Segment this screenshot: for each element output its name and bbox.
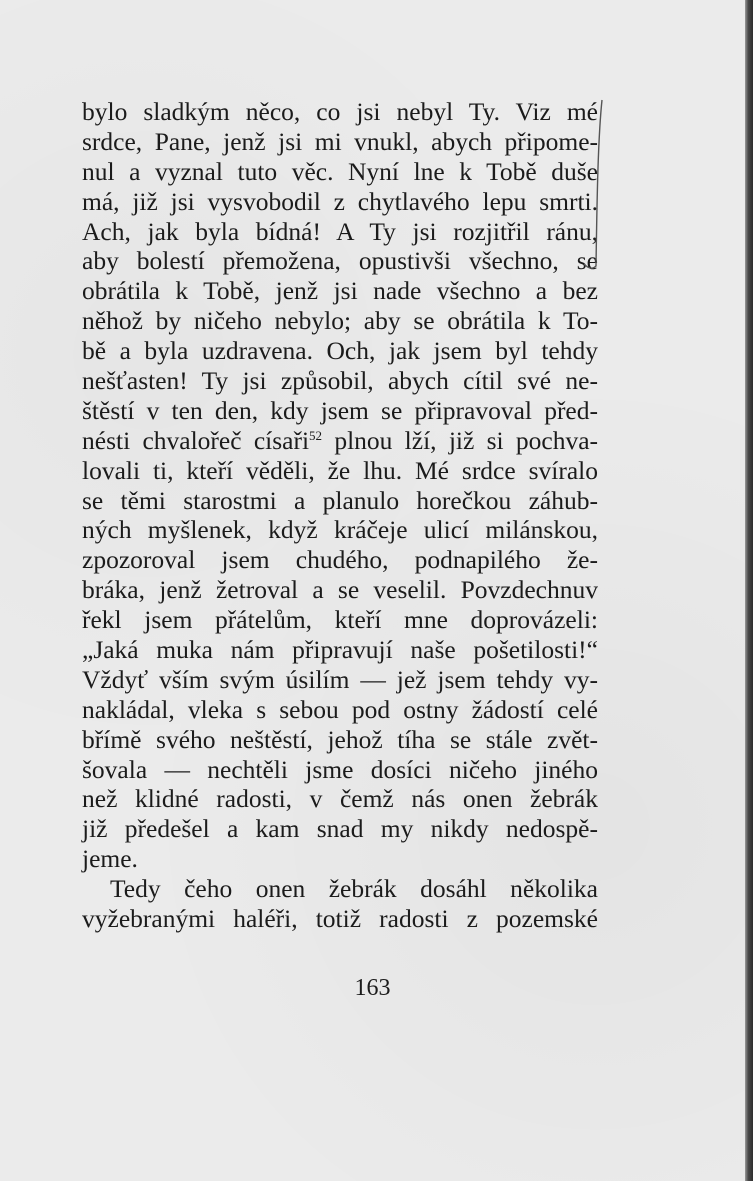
footnote-marker[interactable]: 52 xyxy=(309,427,323,443)
text-segment: plnou lží, již si pochva- xyxy=(322,425,599,455)
page-number: 163 xyxy=(354,975,391,1001)
text-line: řekl jsem přátelům, kteří mne doprovázeli: xyxy=(82,605,598,635)
text-line: nakládal, vleka s sebou pod ostny žádostí celé xyxy=(82,694,598,724)
text-line: nešťasten! Ty jsi způsobil, abych cítil své ne- xyxy=(82,366,598,396)
text-line: břímě svého neštěstí, jehož tíha se stále zvět- xyxy=(82,724,598,754)
text-line: obrátila k Tobě, jenž jsi nade všechno a bez xyxy=(82,276,598,306)
text-segment: nésti chvalořeč císaři xyxy=(82,425,310,455)
text-line: se těmi starostmi a planulo horečkou záhub- xyxy=(82,485,598,515)
scan-edge-shadow xyxy=(745,0,753,1181)
text-line: nul a vyznal tuto věc. Nyní lne k Tobě duše xyxy=(82,156,598,186)
body-text xyxy=(82,97,598,934)
text-line: srdce, Pane, jenž jsi mi vnukl, abych připome- xyxy=(82,126,598,156)
text-line: štěstí v ten den, kdy jsem se připravoval před- xyxy=(82,395,598,425)
text-line: „Jaká muka nám připravují naše pošetilosti!“ xyxy=(82,635,598,665)
text-line: bylo sladkým něco, co jsi nebyl Ty. Viz mé xyxy=(82,97,598,126)
text-line: lovali ti, kteří věděli, že lhu. Mé srdce svíralo xyxy=(82,455,598,485)
text-line: jeme. xyxy=(82,844,138,874)
text-line: než klidné radosti, v čemž nás onen žebrák xyxy=(82,784,598,814)
text-line: má, již jsi vysvobodil z chytlavého lepu smrti. xyxy=(82,186,598,216)
text-line-with-footnote xyxy=(82,426,598,456)
text-line: již předešel a kam snad my nikdy nedospě- xyxy=(82,814,598,844)
text-line: něhož by ničeho nebylo; aby se obrátila k To- xyxy=(82,306,598,336)
text-line: ných myšlenek, když kráčeje ulicí milánskou, xyxy=(82,515,598,545)
text-line: aby bolestí přemožena, opustivši všechno, se xyxy=(82,246,598,276)
text-line: bráka, jenž žetroval a se veselil. Povzdechnuv xyxy=(82,575,598,605)
text-line: šovala — nechtěli jsme dosíci ničeho jiného xyxy=(82,754,598,784)
handwritten-bracket-mark xyxy=(582,98,604,278)
text-line: bě a byla uzdravena. Och, jak jsem byl tehdy xyxy=(82,336,598,366)
text-line: vyžebranými haléři, totiž radosti z pozemské xyxy=(82,904,598,934)
text-line: Ach, jak byla bídná! A Ty jsi rozjitřil ránu, xyxy=(82,216,598,246)
text-line-paragraph-start: Tedy čeho onen žebrák dosáhl několika xyxy=(110,874,598,904)
text-line: Vždyť vším svým úsilím — jež jsem tehdy vy- xyxy=(82,664,598,694)
text-line: zpozoroval jsem chudého, podnapilého že- xyxy=(82,545,598,575)
